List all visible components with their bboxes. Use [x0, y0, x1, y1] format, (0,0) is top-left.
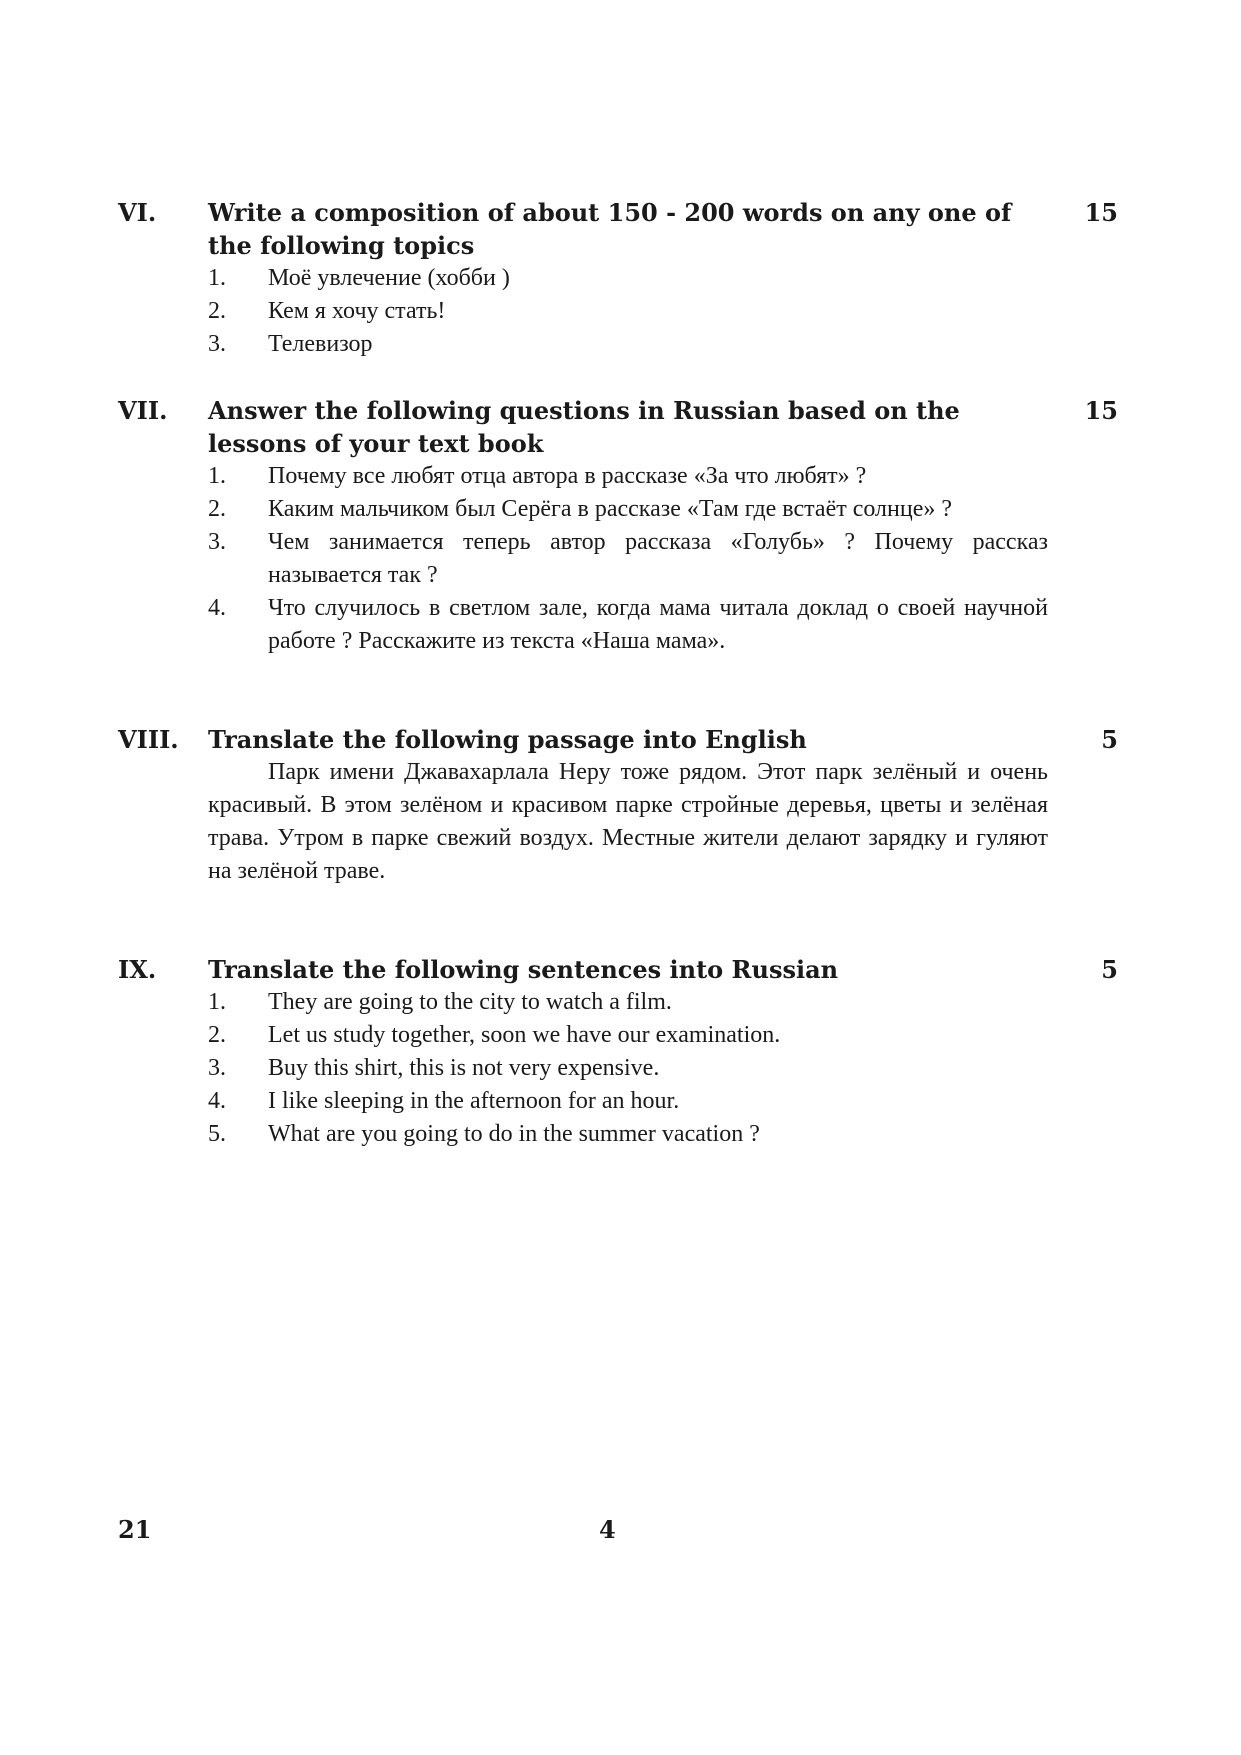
- list-item: [208, 328, 1048, 361]
- item-text: Кем я хочу стать!: [268, 298, 446, 324]
- item-text: Почему все любят отца автора в рассказе «За что любят» ?: [268, 463, 867, 489]
- item-number: 3.: [208, 1055, 226, 1081]
- item-number: 4.: [208, 1088, 226, 1114]
- item-text: Let us study together, soon we have our examination.: [268, 1022, 781, 1048]
- list-item: [208, 1019, 1048, 1052]
- question-list: [208, 460, 1048, 658]
- sentence-list: [208, 986, 1048, 1151]
- item-number: 3.: [208, 331, 226, 357]
- section-number: IX.: [118, 955, 157, 984]
- list-item: [208, 262, 1048, 295]
- list-item: [208, 526, 1048, 592]
- russian-passage: Парк имени Джавахарлала Неру тоже рядом. Этот парк зелёный и очень красивый. В этом зелёном и красивом парке стройные деревья, цветы и зелёная трава. Утром в парке свежий воздух. Местные жители делают зарядку и гуляют на зелёной траве.: [208, 759, 1048, 884]
- page-number: 4: [599, 1515, 616, 1544]
- item-number: 2.: [208, 496, 226, 522]
- section-body: [208, 196, 1048, 361]
- section-marks: 15: [1084, 198, 1118, 227]
- section-title: Translate the following sentences into Russian: [208, 955, 839, 984]
- section-marks: 15: [1084, 396, 1118, 425]
- item-number: 2.: [208, 298, 226, 324]
- section-number: VI.: [118, 198, 157, 227]
- section-marks: 5: [1101, 725, 1118, 754]
- section-title: Answer the following questions in Russian based on the lessons of your text book: [208, 396, 960, 458]
- item-text: They are going to the city to watch a film.: [268, 989, 672, 1015]
- list-item: [208, 1085, 1048, 1118]
- item-text: Что случилось в светлом зале, когда мама читала доклад о своей научной работе ? Расскажите из текста «Наша мама».: [268, 595, 1048, 654]
- list-item: [208, 460, 1048, 493]
- item-text: Buy this shirt, this is not very expensive.: [268, 1055, 660, 1081]
- section-body: [208, 953, 1048, 1151]
- section-body: [208, 394, 1048, 658]
- item-text: Моё увлечение (хобби ): [268, 265, 510, 291]
- item-number: 1.: [208, 463, 226, 489]
- list-item: [208, 295, 1048, 328]
- list-item: [208, 592, 1048, 658]
- item-number: 3.: [208, 529, 226, 555]
- list-item: [208, 986, 1048, 1019]
- item-text: Чем занимается теперь автор рассказа «Голубь» ? Почему рассказ называется так ?: [268, 529, 1048, 588]
- item-text: Каким мальчиком был Серёга в рассказе «Там где встаёт солнце» ?: [268, 496, 953, 522]
- item-number: 2.: [208, 1022, 226, 1048]
- item-text: I like sleeping in the afternoon for an hour.: [268, 1088, 680, 1114]
- section-marks: 5: [1101, 955, 1118, 984]
- list-item: [208, 1118, 1048, 1151]
- paper-code: 21: [118, 1515, 152, 1544]
- item-text: Телевизор: [268, 331, 373, 357]
- item-text: What are you going to do in the summer vacation ?: [268, 1121, 760, 1147]
- section-title: Write a composition of about 150 - 200 words on any one of the following topics: [208, 198, 1012, 260]
- item-number: 4.: [208, 595, 226, 621]
- item-number: 1.: [208, 989, 226, 1015]
- list-item: [208, 1052, 1048, 1085]
- section-number: VII.: [118, 396, 168, 425]
- list-item: [208, 493, 1048, 526]
- topic-list: [208, 262, 1048, 361]
- section-body: [208, 723, 1048, 888]
- item-number: 1.: [208, 265, 226, 291]
- item-number: 5.: [208, 1121, 226, 1147]
- section-number: VIII.: [118, 725, 179, 754]
- section-title: Translate the following passage into English: [208, 725, 807, 754]
